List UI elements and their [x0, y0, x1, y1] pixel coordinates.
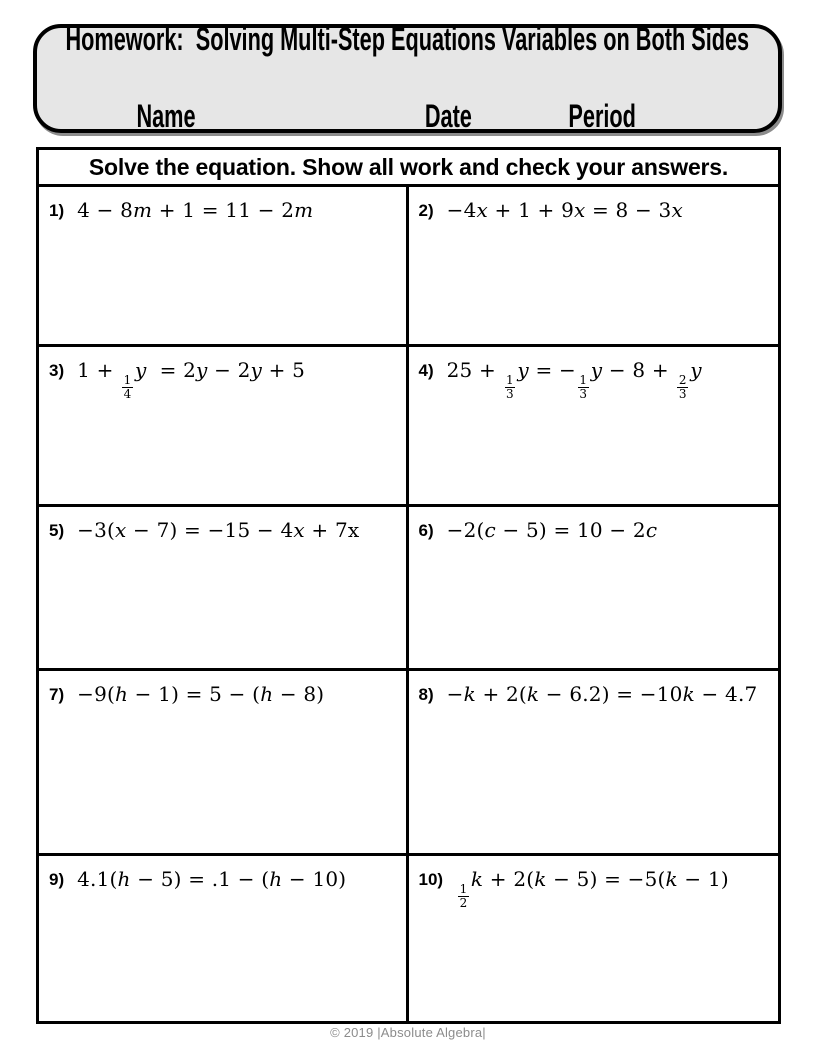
problem-number: 8) [418, 685, 434, 704]
equation-text: + 1 + 9 [488, 198, 574, 222]
problem-number: 6) [418, 521, 434, 540]
fraction-denominator: 3 [678, 387, 687, 402]
fraction-denominator: 3 [506, 387, 514, 402]
equation-variable: k [534, 867, 547, 891]
equation-variable: m [133, 198, 153, 222]
equation-variable: k [463, 682, 476, 706]
equation-text: − 8 + [602, 358, 676, 382]
fraction-numerator: 1 [506, 373, 514, 387]
page-title: Homework: Solving Multi-Step Equations Variables on Both Sides [65, 20, 750, 58]
equation-variable: k [526, 682, 540, 706]
equation-text: − 1) = 5 − ( [128, 682, 261, 706]
problem-number: 2) [418, 201, 434, 220]
equation-variable: y [196, 358, 208, 382]
equation-variable: c [484, 518, 496, 542]
problem-equation [447, 198, 683, 222]
problem-number: 7) [49, 685, 65, 704]
equation-text: − 6.2) = −10 [539, 682, 683, 706]
problem-equation [456, 867, 729, 911]
equation-variable: k [682, 682, 695, 706]
problem-equation [77, 198, 313, 222]
equation-text: − 4.7 [694, 682, 758, 706]
fraction-numerator: 1 [579, 373, 588, 387]
problem-number: 3) [49, 361, 65, 380]
equation-text: − [446, 682, 464, 706]
equation-text: + 1 = 11 − 2 [152, 198, 295, 222]
equation-text: = 8 − 3 [585, 198, 672, 222]
equation-text: − 5) = 10 − 2 [495, 518, 646, 542]
fraction-denominator: 2 [459, 896, 468, 911]
problem-equation [77, 682, 324, 706]
problem-equation [447, 518, 658, 542]
fraction-numerator: 1 [123, 373, 132, 387]
equation-text: −9( [77, 682, 116, 706]
equation-text: + 7x [304, 518, 360, 542]
equation-fraction [578, 374, 589, 402]
problem-equation [77, 867, 346, 891]
equation-text: −3( [77, 518, 116, 542]
problem-cell-5 [39, 507, 409, 671]
equation-text: − 10) [282, 867, 347, 891]
problem-cell-3 [39, 347, 409, 507]
copyright-footer: © 2019 |Absolute Algebra| [330, 1025, 486, 1040]
instruction-banner: Solve the equation. Show all work and check your answers. [39, 150, 778, 187]
equation-variable: c [645, 518, 658, 542]
problem-cell-9 [39, 856, 409, 1021]
equation-variable: k [665, 867, 678, 891]
equation-variable: x [574, 198, 586, 222]
equation-variable: y [690, 358, 702, 382]
equation-text: 1 + [77, 358, 121, 382]
equation-variable: y [517, 358, 529, 382]
equation-text: + 5 [262, 358, 306, 382]
problem-number: 9) [49, 870, 65, 889]
equation-text: − 2 [207, 358, 251, 382]
equation-variable: x [476, 198, 488, 222]
problem-number: 5) [49, 521, 65, 540]
name-date-period-line: Name __________________ Date _______ Period ___ [136, 98, 679, 135]
equation-variable: y [590, 358, 603, 382]
equation-text: −4 [446, 198, 477, 222]
equation-variable: h [260, 682, 274, 706]
equation-text: 4 − 8 [77, 198, 134, 222]
fraction-numerator: 1 [459, 882, 468, 896]
problem-cell-6 [409, 507, 779, 671]
equation-text: − 5) = .1 − ( [130, 867, 270, 891]
equation-fraction [458, 883, 469, 911]
equation-text: + 2( [483, 867, 535, 891]
equation-fraction [677, 374, 688, 402]
problem-cell-10 [409, 856, 779, 1021]
equation-variable: h [117, 867, 131, 891]
problem-cell-2 [409, 187, 779, 347]
equation-variable: y [250, 358, 263, 382]
equation-fraction [122, 374, 133, 402]
fraction-denominator: 4 [123, 387, 132, 402]
equation-text: − 8) [273, 682, 325, 706]
equation-text: − 1) [677, 867, 729, 891]
problem-equation [447, 682, 758, 706]
equation-variable: h [115, 682, 129, 706]
equation-text: 4.1( [77, 867, 118, 891]
problems-table [36, 147, 781, 1024]
fraction-numerator: 2 [678, 373, 687, 387]
problem-number: 10) [418, 870, 444, 889]
fraction-denominator: 3 [579, 387, 588, 402]
equation-variable: m [294, 198, 314, 222]
problem-equation [447, 358, 702, 402]
equation-text: −2( [446, 518, 485, 542]
problem-number: 4) [418, 361, 434, 380]
equation-fraction [505, 374, 516, 402]
problem-equation [77, 518, 359, 542]
equation-text: − 5) = −5( [546, 867, 666, 891]
equation-text: = 2 [146, 358, 197, 382]
problem-cell-4 [409, 347, 779, 507]
equation-variable: x [671, 198, 683, 222]
problem-cell-1 [39, 187, 409, 347]
problem-cell-8 [409, 671, 779, 856]
problem-number: 1) [49, 201, 65, 220]
equation-variable: x [293, 518, 305, 542]
problem-equation [77, 358, 305, 402]
equation-variable: h [269, 867, 283, 891]
equation-text: 25 + [446, 358, 503, 382]
equation-variable: k [470, 867, 484, 891]
equation-text: − 7) = −15 − 4 [126, 518, 294, 542]
equation-variable: y [134, 358, 147, 382]
problem-cell-7 [39, 671, 409, 856]
equation-variable: x [115, 518, 127, 542]
header-box [33, 20, 782, 135]
equation-text: = − [528, 358, 576, 382]
equation-text: + 2( [475, 682, 527, 706]
